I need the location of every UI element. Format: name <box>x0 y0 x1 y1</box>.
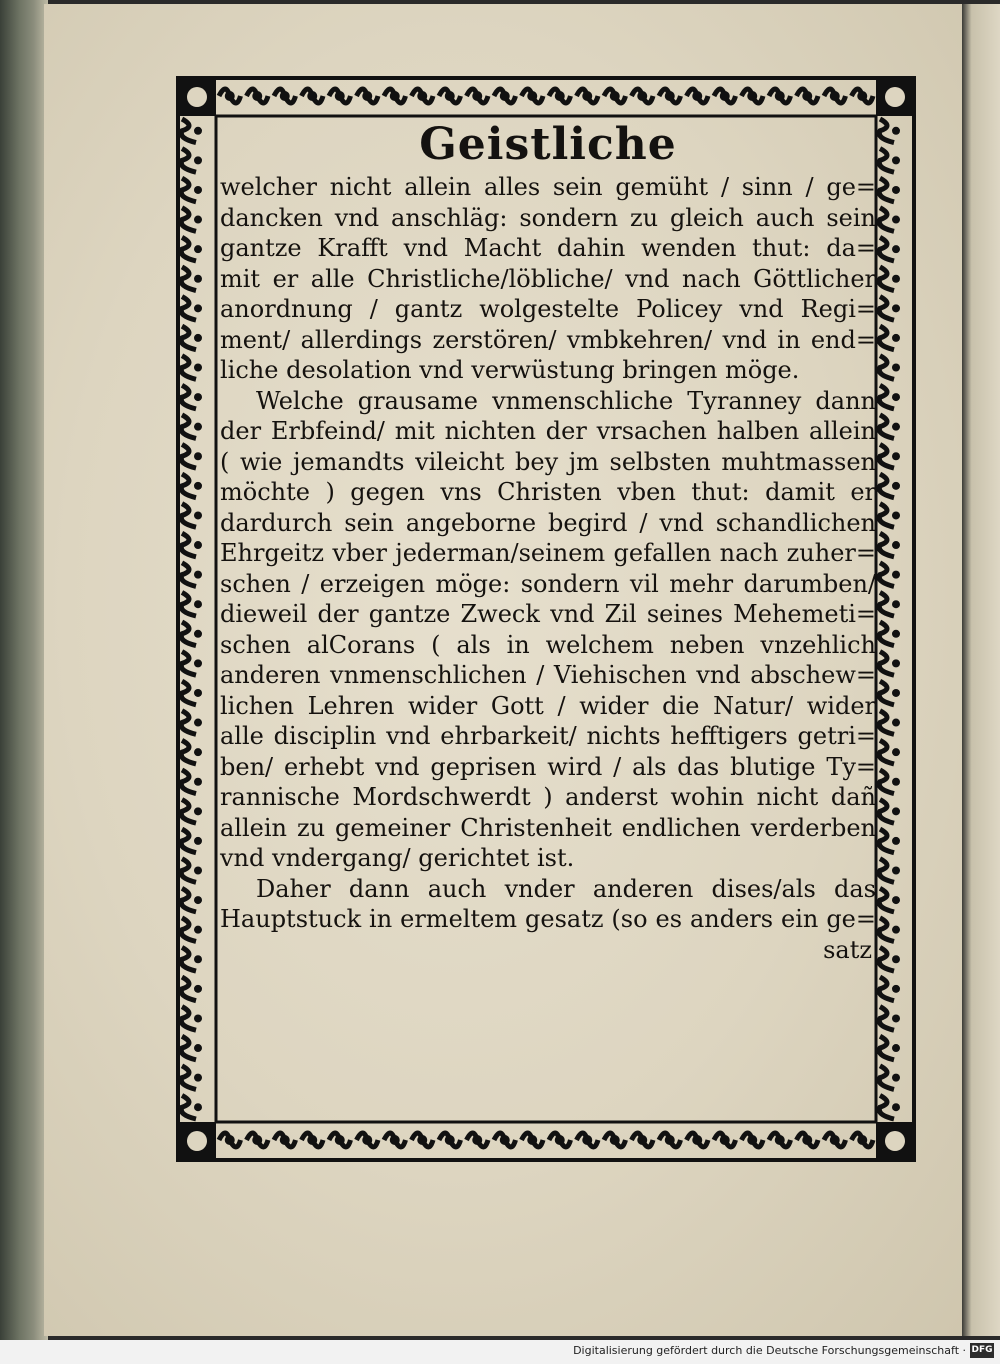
border-dot <box>892 304 900 312</box>
border-vine <box>879 918 894 942</box>
border-dot <box>857 91 867 101</box>
border-vine <box>879 208 894 232</box>
border-dot <box>280 91 290 101</box>
border-dot <box>194 778 202 786</box>
border-dot <box>892 275 900 283</box>
border-dot <box>892 600 900 608</box>
facing-page-edge <box>962 4 1000 1336</box>
border-dot <box>892 719 900 727</box>
border-dot <box>417 1135 427 1145</box>
border-vine <box>181 859 196 883</box>
border-vine <box>879 859 894 883</box>
border-vine <box>879 178 894 202</box>
border-dot <box>194 985 202 993</box>
border-vine <box>181 1007 196 1031</box>
border-vine <box>879 977 894 1001</box>
border-vine <box>181 267 196 291</box>
border-dot <box>194 719 202 727</box>
border-dot <box>194 452 202 460</box>
border-vine <box>879 563 894 587</box>
border-dot <box>194 896 202 904</box>
border-dot <box>194 659 202 667</box>
text-line: schen / erzeigen möge: sondern vil mehr darumben/ <box>220 569 876 598</box>
border-dot <box>830 91 840 101</box>
border-dot <box>892 423 900 431</box>
border-dot <box>892 1044 900 1052</box>
border-dot <box>892 807 900 815</box>
border-dot <box>194 511 202 519</box>
border-dot <box>500 1135 510 1145</box>
border-vine <box>879 829 894 853</box>
border-corner-rosette <box>187 1131 207 1151</box>
border-vine <box>181 326 196 350</box>
border-corner-rosette <box>885 87 905 107</box>
text-line: mit er alle Christliche/löbliche/ vnd nach Göttlicher <box>220 264 876 293</box>
border-dot <box>892 867 900 875</box>
text-block <box>220 118 876 965</box>
border-dot <box>194 1103 202 1111</box>
border-vine <box>879 1095 894 1119</box>
border-dot <box>892 926 900 934</box>
border-dot <box>892 482 900 490</box>
border-dot <box>445 1135 455 1145</box>
book-edge-left <box>0 0 48 1340</box>
border-vine <box>181 947 196 971</box>
text-line: allein zu gemeiner Christenheit endlichen verderben <box>220 813 876 842</box>
border-dot <box>892 955 900 963</box>
border-dot <box>582 1135 592 1145</box>
border-vine <box>181 237 196 261</box>
border-dot <box>692 1135 702 1145</box>
border-dot <box>892 156 900 164</box>
border-vine <box>181 829 196 853</box>
border-vine <box>879 326 894 350</box>
text-line: schen alCorans ( als in welchem neben vnzehlich <box>220 630 876 659</box>
border-dot <box>194 748 202 756</box>
border-dot <box>194 364 202 372</box>
border-vine <box>181 800 196 824</box>
border-dot <box>500 91 510 101</box>
text-line: dieweil der gantze Zweck vnd Zil seines Mehemeti= <box>220 600 876 628</box>
border-dot <box>892 127 900 135</box>
border-dot <box>892 541 900 549</box>
border-vine <box>879 681 894 705</box>
border-vine <box>181 740 196 764</box>
text-line: Ehrgeitz vber jederman/seinem gefallen nach zuher= <box>220 539 876 567</box>
border-dot <box>775 1135 785 1145</box>
border-vine <box>879 504 894 528</box>
border-dot <box>252 91 262 101</box>
border-dot <box>307 1135 317 1145</box>
border-vine <box>181 504 196 528</box>
text-line: alle disciplin vnd ehrbarkeit/ nichts hefftigers getri= <box>220 722 876 750</box>
border-vine <box>181 149 196 173</box>
border-vine <box>181 533 196 557</box>
border-dot <box>802 1135 812 1145</box>
border-vine <box>879 533 894 557</box>
border-dot <box>802 91 812 101</box>
border-vine <box>181 622 196 646</box>
border-dot <box>527 1135 537 1145</box>
border-dot <box>637 1135 647 1145</box>
text-line: liche desolation vnd verwüstung bringen möge. <box>220 356 800 384</box>
border-dot <box>555 91 565 101</box>
border-dot <box>194 1044 202 1052</box>
border-vine <box>879 888 894 912</box>
border-vine <box>181 119 196 143</box>
border-vine <box>879 711 894 735</box>
border-vine <box>181 652 196 676</box>
border-vine <box>879 592 894 616</box>
catchword: satz <box>823 935 872 964</box>
border-vine <box>181 681 196 705</box>
border-dot <box>747 1135 757 1145</box>
border-dot <box>194 630 202 638</box>
border-dot <box>892 452 900 460</box>
border-dot <box>194 275 202 283</box>
text-line: anordnung / gantz wolgestelte Policey vnd Regi= <box>220 295 876 323</box>
border-vine <box>879 385 894 409</box>
border-dot <box>892 1103 900 1111</box>
border-dot <box>390 91 400 101</box>
border-corner-rosette <box>885 1131 905 1151</box>
border-vine <box>879 770 894 794</box>
border-dot <box>335 1135 345 1145</box>
text-line: ben/ erhebt vnd geprisen wird / als das blutige Ty= <box>220 752 876 781</box>
border-vine <box>879 237 894 261</box>
running-head: Geistliche <box>419 119 677 170</box>
border-vine <box>181 178 196 202</box>
border-dot <box>555 1135 565 1145</box>
border-dot <box>830 1135 840 1145</box>
border-vine <box>181 592 196 616</box>
text-line: rannische Mordschwerdt ) anderst wohin nicht dañ <box>220 783 876 811</box>
text-line: dardurch sein angeborne begird / vnd schandlichen <box>220 508 876 537</box>
border-dot <box>194 393 202 401</box>
border-dot <box>720 91 730 101</box>
border-dot <box>194 334 202 342</box>
border-vine <box>181 297 196 321</box>
border-dot <box>194 127 202 135</box>
text-line: lichen Lehren wider Gott / wider die Natur/ wider <box>220 691 876 720</box>
border-vine <box>879 297 894 321</box>
border-dot <box>225 91 235 101</box>
border-dot <box>892 186 900 194</box>
border-dot <box>637 91 647 101</box>
border-dot <box>335 91 345 101</box>
border-dot <box>692 91 702 101</box>
border-dot <box>892 985 900 993</box>
text-line: Daher dann auch vnder anderen dises/als das <box>256 874 876 903</box>
border-vine <box>181 385 196 409</box>
border-dot <box>194 245 202 253</box>
border-vine <box>181 770 196 794</box>
border-dot <box>472 91 482 101</box>
border-dot <box>747 91 757 101</box>
border-dot <box>665 1135 675 1145</box>
border-dot <box>892 748 900 756</box>
border-dot <box>892 689 900 697</box>
border-vine <box>181 356 196 380</box>
border-dot <box>194 1014 202 1022</box>
border-dot <box>892 1014 900 1022</box>
border-vine <box>879 622 894 646</box>
border-vine <box>879 740 894 764</box>
dfg-logo: DFG <box>970 1343 994 1358</box>
border-dot <box>362 1135 372 1145</box>
border-dot <box>857 1135 867 1145</box>
border-dot <box>527 91 537 101</box>
border-dot <box>892 896 900 904</box>
border-dot <box>194 1074 202 1082</box>
border-vine <box>181 918 196 942</box>
border-vine <box>879 1036 894 1060</box>
border-dot <box>610 91 620 101</box>
border-dot <box>225 1135 235 1145</box>
border-vine <box>879 474 894 498</box>
border-dot <box>892 837 900 845</box>
border-dot <box>775 91 785 101</box>
border-dot <box>892 334 900 342</box>
text-line: Welche grausame vnmenschliche Tyranney dann <box>256 386 876 415</box>
border-corner-rosette <box>187 87 207 107</box>
border-dot <box>610 1135 620 1145</box>
text-line: möchte ) gegen vns Christen vben thut: damit er <box>220 478 876 506</box>
border-dot <box>194 600 202 608</box>
border-dot <box>194 926 202 934</box>
border-dot <box>280 1135 290 1145</box>
text-line: ment/ allerdings zerstören/ vmbkehren/ vnd in end= <box>220 325 876 354</box>
border-dot <box>194 482 202 490</box>
border-dot <box>472 1135 482 1145</box>
border-dot <box>194 867 202 875</box>
border-vine <box>879 415 894 439</box>
border-dot <box>194 807 202 815</box>
border-vine <box>181 563 196 587</box>
border-vine <box>879 119 894 143</box>
border-dot <box>194 837 202 845</box>
border-dot <box>445 91 455 101</box>
border-dot <box>582 91 592 101</box>
text-line: welcher nicht allein alles sein gemüht / sinn / ge= <box>220 173 876 201</box>
border-dot <box>892 659 900 667</box>
border-vine <box>181 444 196 468</box>
border-vine <box>879 800 894 824</box>
border-dot <box>194 304 202 312</box>
border-dot <box>892 511 900 519</box>
border-vine <box>181 415 196 439</box>
text-line: vnd vndergang/ gerichtet ist. <box>220 844 575 872</box>
border-dot <box>194 216 202 224</box>
text-line: Hauptstuck in ermeltem gesatz (so es anders ein ge= <box>220 905 876 933</box>
border-vine <box>181 208 196 232</box>
border-vine <box>879 652 894 676</box>
border-dot <box>665 91 675 101</box>
border-vine <box>879 444 894 468</box>
border-dot <box>194 689 202 697</box>
text-line: anderen vnmenschlichen / Viehischen vnd abschew= <box>220 661 876 689</box>
border-vine <box>879 947 894 971</box>
border-vine <box>879 356 894 380</box>
border-dot <box>194 571 202 579</box>
border-dot <box>194 423 202 431</box>
border-vine <box>879 149 894 173</box>
border-dot <box>892 216 900 224</box>
border-dot <box>720 1135 730 1145</box>
border-vine <box>879 1007 894 1031</box>
border-dot <box>892 393 900 401</box>
border-dot <box>194 541 202 549</box>
border-dot <box>252 1135 262 1145</box>
border-vine <box>181 711 196 735</box>
border-dot <box>892 571 900 579</box>
border-dot <box>892 1074 900 1082</box>
border-vine <box>181 1066 196 1090</box>
text-line: dancken vnd anschläg: sondern zu gleich auch sein <box>220 203 876 232</box>
border-vine <box>181 474 196 498</box>
text-line: der Erbfeind/ mit nichten der vrsachen halben allein <box>220 417 876 445</box>
border-vine <box>181 977 196 1001</box>
border-dot <box>307 91 317 101</box>
border-dot <box>194 186 202 194</box>
border-vine <box>181 888 196 912</box>
border-dot <box>892 778 900 786</box>
border-dot <box>362 91 372 101</box>
border-dot <box>892 245 900 253</box>
border-dot <box>194 955 202 963</box>
border-vine <box>181 1036 196 1060</box>
body-text <box>220 172 876 935</box>
border-vine <box>879 267 894 291</box>
border-dot <box>892 364 900 372</box>
border-vine <box>181 1095 196 1119</box>
footer-credit: Digitalisierung gefördert durch die Deutsche Forschungsgemeinschaft · <box>573 1344 966 1357</box>
border-dot <box>417 91 427 101</box>
text-line: gantze Krafft vnd Macht dahin wenden thut: da= <box>220 234 876 262</box>
border-dot <box>390 1135 400 1145</box>
border-vine <box>879 1066 894 1090</box>
text-line: ( wie jemandts vileicht bey jm selbsten muhtmassen <box>220 447 876 476</box>
border-dot <box>194 156 202 164</box>
border-dot <box>892 630 900 638</box>
